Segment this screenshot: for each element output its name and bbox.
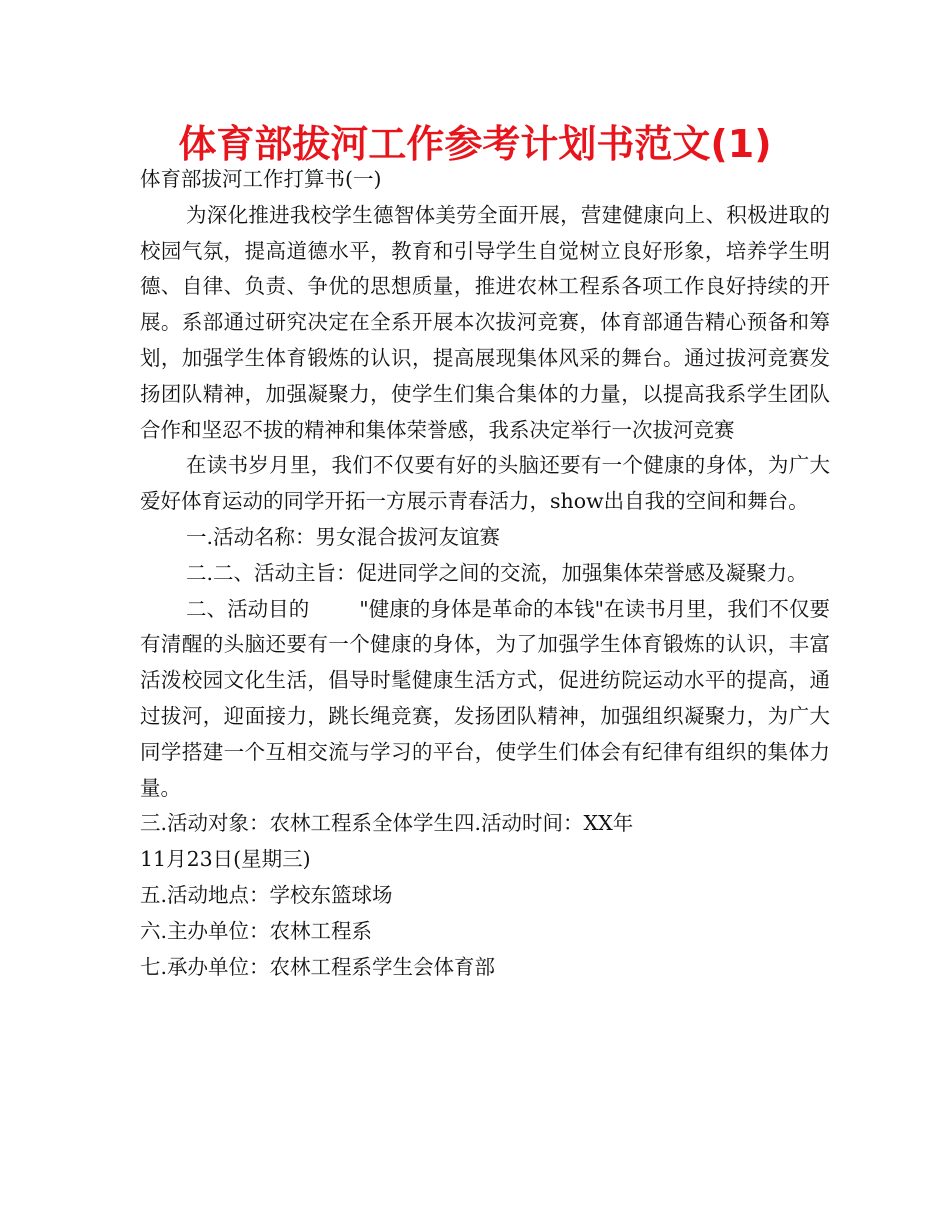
- item-organizer: 六.主办单位：农林工程系: [140, 918, 373, 943]
- paragraph-reading-years: 在读书岁月里，我们不仅要有好的头脑还要有一个健康的身体，为广大爱好体育运动的同学开拓一方展示青春活力，show出自我的空间和舞台。: [140, 453, 830, 514]
- paragraph-intro: 为深化推进我校学生德智体美劳全面开展，营建健康向上、积极进取的校园气氛，提高道德水平，教育和引导学生自觉树立良好形象，培养学生明德、自律、负责、争优的思想质量，推进农林工程系各项工作良好持续的开展。系部通过研究决定在全系开展本次拔河竞赛，体育部通告精心预备和筹划，加强学生体育锻炼的认识，提高展现集体风采的舞台。通过拔河竞赛发扬团队精神，加强凝聚力，使学生们集合集体的力量，以提高我系学生团队合作和坚忍不拔的精神和集体荣誉感，我系决定举行一次拔河竞赛: [140, 202, 830, 442]
- document-subtitle: 体育部拔河工作打算书(一): [140, 167, 382, 191]
- item-activity-target: 三.活动对象：农林工程系全体学生四.活动时间：XX年: [140, 811, 634, 836]
- document-body: [140, 162, 830, 985]
- item-activity-purpose-body: "健康的身体是革命的本钱"在读书月里，我们不仅要有清醒的头脑还要有一个健康的身体，为了加强学生体育锻炼的认识，丰富活泼校园文化生活，倡导时髦健康生活方式，促进纺院运动水平的提高，通过拔河，迎面接力，跳长绳竞赛，发扬团队精神，加强组织凝聚力，为广大同学搭建一个互相交流与学习的平台，使学生们体会有纪律有组织的集体力量。: [140, 596, 831, 800]
- item-activity-purpose: [140, 592, 830, 807]
- item-undertaker: 七.承办单位：农林工程系学生会体育部: [140, 954, 496, 979]
- item-activity-purpose-head: 二、活动目的: [186, 596, 310, 621]
- item-activity-date: 11月23日(星期三): [140, 847, 311, 872]
- document-title: 体育部拔河工作参考计划书范文(1): [178, 122, 772, 166]
- item-activity-location: 五.活动地点：学校东篮球场: [140, 882, 393, 907]
- item-activity-name: 一.活动名称：男女混合拔河友谊赛: [186, 524, 501, 549]
- item-activity-theme: 二.二、活动主旨：促进同学之间的交流，加强集体荣誉感及凝聚力。: [186, 560, 808, 585]
